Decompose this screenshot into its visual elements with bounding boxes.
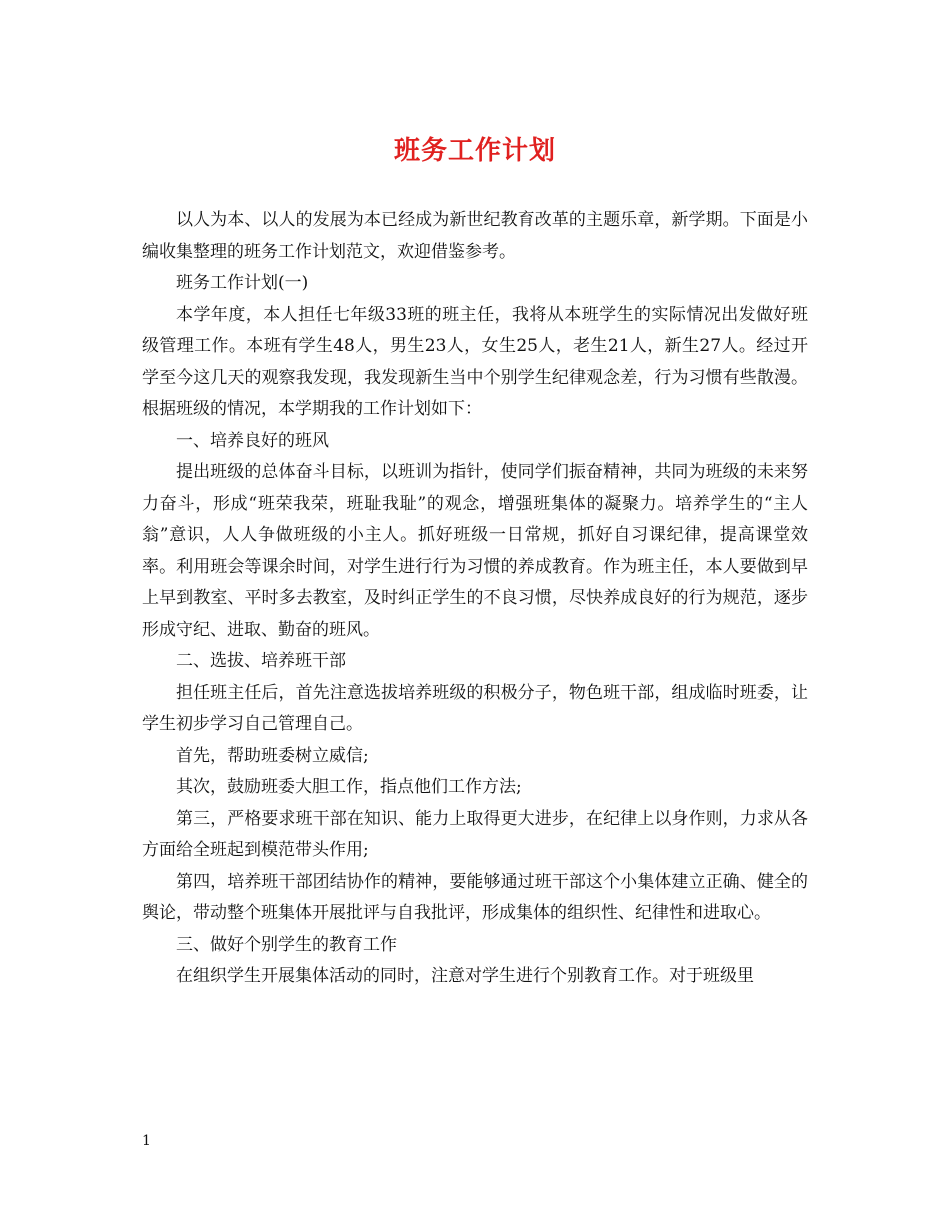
paragraph-individual-education: 在组织学生开展集体活动的同时，注意对学生进行个别教育工作。对于班级里: [176, 966, 754, 986]
list-item-second: 其次，鼓励班委大胆工作，指点他们工作方法;: [176, 777, 522, 797]
section-heading-class-cadres: 二、选拔、培养班干部: [176, 651, 346, 671]
page-number: 1: [142, 1133, 151, 1149]
list-item-third: 第三，严格要求班干部在知识、能力上取得更大进步，在纪律上以身作则，力求从各方面给全班起到模范带头作用;: [142, 808, 808, 860]
paragraph-intro: 以人为本、以人的发展为本已经成为新世纪教育改革的主题乐章，新学期。下面是小编收集整理的班务工作计划范文，欢迎借鉴参考。: [142, 210, 808, 262]
paragraph-class-spirit: 提出班级的总体奋斗目标，以班训为指针，使同学们振奋精神，共同为班级的未来努力奋斗，形成“班荣我荣，班耻我耻”的观念，增强班集体的凝聚力。培养学生的“主人翁”意识，人人争做班级的小主人。抓好班级一日常规，抓好自习课纪律，提高课堂效率。利用班会等课余时间，对学生进行行为习惯的养成教育。作为班主任，本人要做到早上早到教室、平时多去教室，及时纠正学生的不良习惯，尽快养成良好的行为规范，逐步形成守纪、进取、勤奋的班风。: [142, 462, 808, 640]
list-item-fourth: 第四，培养班干部团结协作的精神，要能够通过班干部这个小集体建立正确、健全的舆论，带动整个班集体开展批评与自我批评，形成集体的组织性、纪律性和进取心。: [142, 871, 808, 923]
list-item-first: 首先，帮助班委树立威信;: [176, 745, 369, 766]
paragraph-class-overview: 本学年度，本人担任七年级33班的班主任，我将从本班学生的实际情况出发做好班级管理工作。本班有学生48人，男生23人，女生25人，老生21人，新生27人。经过开学至今这几天的观察我发现，我发现新生当中个别学生纪律观念差，行为习惯有些散漫。根据班级的情况，本学期我的工作计划如下：: [142, 304, 808, 419]
section-heading-class-spirit: 一、培养良好的班风: [176, 430, 329, 451]
document-title: 班务工作计划: [393, 136, 556, 166]
paragraph-class-cadres: 担任班主任后，首先注意选拔培养班级的积极分子，物色班干部，组成临时班委，让学生初步学习自己管理自己。: [142, 682, 808, 734]
document-body: [142, 205, 808, 993]
section-heading-plan-one: 班务工作计划(一): [176, 273, 309, 293]
section-heading-individual-education: 三、做好个别学生的教育工作: [176, 934, 397, 955]
